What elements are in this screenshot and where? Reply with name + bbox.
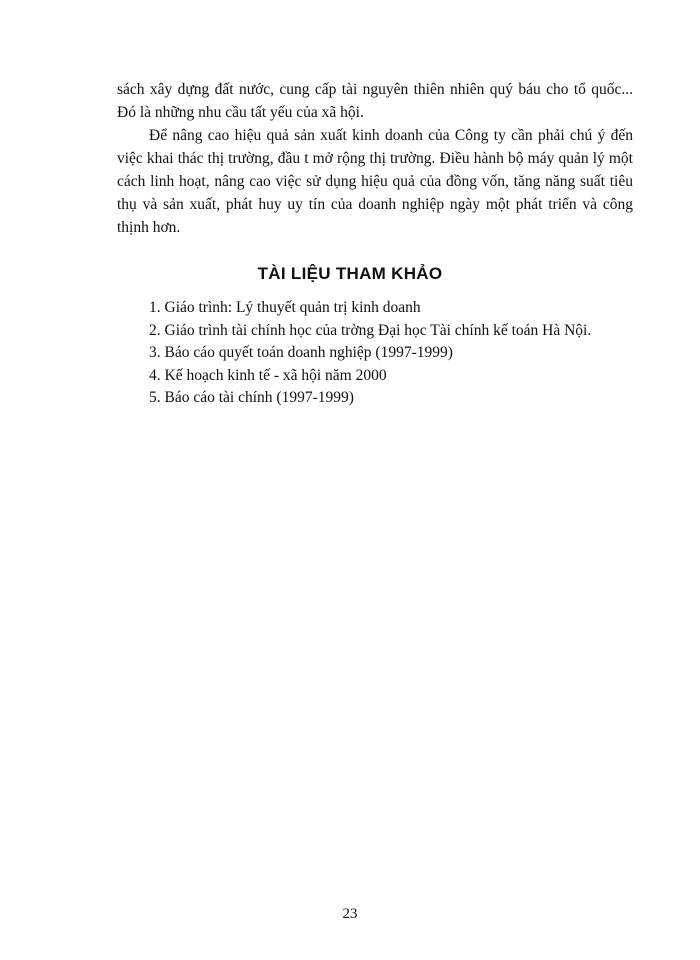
paragraph-conclusion: Để nâng cao hiệu quả sản xuất kinh doanh của Công ty cần phải chú ý đến việc khai thác thị trường, đầu t mở rộng thị trường. Điều hành bộ máy quản lý một cách linh hoạt, nâng cao việc sử dụng hiệu quả của đồng vốn, tăng năng suất tiêu thụ và sản xuất, phát huy uy tín của doanh nghiệp ngày một phát triển và công thịnh hơn. <box>117 127 633 236</box>
reference-item: 1. Giáo trình: Lý thuyết quản trị kinh doanh <box>149 299 421 316</box>
reference-item: 5. Báo cáo tài chính (1997-1999) <box>149 389 354 406</box>
paragraph-continuation: sách xây dựng đất nước, cung cấp tài nguyên thiên nhiên quý báu cho tổ quốc... Đó là những nhu cầu tất yếu của xã hội. <box>117 81 633 121</box>
body-text <box>117 78 633 239</box>
page-number: 23 <box>342 906 358 922</box>
reference-item: 2. Giáo trình tài chính học của trờng Đại học Tài chính kế toán Hà Nội. <box>149 321 592 339</box>
reference-item: 4. Kế hoạch kinh tế - xã hội năm 2000 <box>149 366 387 384</box>
reference-item: 3. Báo cáo quyết toán doanh nghiệp (1997-1999) <box>149 344 453 361</box>
references-list <box>149 297 591 410</box>
references-heading: TÀI LIỆU THAM KHẢO <box>257 264 443 283</box>
